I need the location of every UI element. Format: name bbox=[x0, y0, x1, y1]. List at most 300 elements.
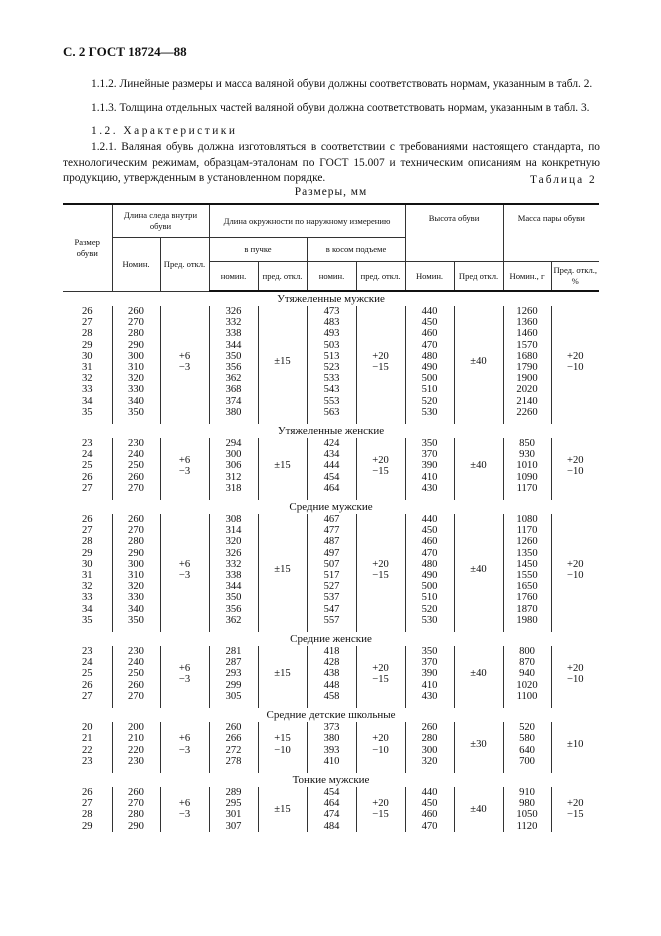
cell-value: 484 bbox=[323, 820, 340, 832]
column-cell-height bbox=[405, 646, 454, 702]
cell-value: 34 bbox=[81, 603, 93, 615]
deviation-cell-length-dev bbox=[160, 514, 209, 626]
column-cell-height bbox=[405, 514, 454, 626]
cell-value: 26 bbox=[81, 786, 93, 798]
cell-value: 930 bbox=[519, 449, 535, 461]
cell-value: 2260 bbox=[516, 406, 538, 418]
cell-value: 30 bbox=[81, 558, 93, 570]
cell-value: 338 bbox=[225, 328, 242, 340]
cell-value: 474 bbox=[323, 809, 340, 821]
section-data-row bbox=[63, 722, 599, 767]
deviation-cell-mass-dev bbox=[551, 306, 599, 418]
deviation-value: ±30 bbox=[470, 738, 487, 750]
cell-value: 314 bbox=[225, 525, 242, 537]
deviation-value: ±40 bbox=[470, 460, 487, 472]
cell-value: 2140 bbox=[516, 395, 538, 407]
cell-value: 700 bbox=[519, 755, 535, 767]
cell-value: 280 bbox=[421, 733, 438, 745]
cell-value: 547 bbox=[323, 603, 340, 615]
cell-value: 444 bbox=[323, 460, 340, 472]
cell-value: 497 bbox=[323, 547, 340, 559]
cell-value: 28 bbox=[81, 328, 93, 340]
deviation-value: +15 bbox=[274, 733, 291, 745]
deviation-value: −3 bbox=[178, 362, 191, 374]
deviation-value: −15 bbox=[372, 466, 389, 478]
cell-value: 260 bbox=[128, 471, 144, 483]
cell-value: 32 bbox=[81, 373, 93, 385]
cell-value: 25 bbox=[81, 668, 93, 680]
cell-value: 320 bbox=[128, 581, 144, 593]
column-cell-oblique bbox=[307, 722, 356, 767]
cell-value: 537 bbox=[323, 592, 340, 604]
cell-value: 27 bbox=[81, 317, 93, 329]
deviation-cell-mass-dev bbox=[551, 438, 599, 494]
deviation-value: +6 bbox=[178, 558, 191, 570]
cell-value: 1170 bbox=[516, 482, 538, 494]
cell-value: 260 bbox=[128, 679, 144, 691]
section-title: Тонкие мужские bbox=[292, 773, 370, 786]
deviation-value: −10 bbox=[566, 674, 584, 686]
cell-value: 270 bbox=[128, 482, 144, 494]
section-data-row bbox=[63, 306, 599, 418]
deviation-value: −15 bbox=[372, 570, 389, 582]
cell-value: 520 bbox=[519, 722, 535, 734]
deviation-cell-mass-dev bbox=[551, 722, 599, 767]
deviation-cell-length-dev bbox=[160, 306, 209, 418]
deviation-value: −15 bbox=[372, 674, 389, 686]
cell-value: 310 bbox=[128, 362, 144, 374]
column-cell-instep bbox=[209, 722, 258, 767]
cell-value: 454 bbox=[323, 471, 340, 483]
column-cell-oblique bbox=[307, 787, 356, 832]
column-cell-oblique bbox=[307, 306, 356, 418]
deviation-value: −10 bbox=[566, 362, 584, 374]
cell-value: 270 bbox=[128, 525, 144, 537]
cell-value: 330 bbox=[128, 384, 144, 396]
cell-value: 266 bbox=[225, 733, 242, 745]
paragraph-1-1-3: 1.1.3. Толщина отдельных частей валяной обуви должна соответствовать нормам, указанным в табл. 3. bbox=[91, 102, 590, 114]
cell-value: 326 bbox=[225, 547, 242, 559]
deviation-value: +20 bbox=[566, 454, 584, 466]
cell-value: 418 bbox=[323, 646, 340, 658]
cell-value: 480 bbox=[421, 350, 438, 362]
deviation-value: +20 bbox=[372, 558, 389, 570]
cell-value: 467 bbox=[323, 514, 340, 526]
column-cell-oblique bbox=[307, 646, 356, 702]
cell-value: 200 bbox=[128, 722, 144, 734]
deviation-cell-height-dev bbox=[454, 514, 503, 626]
column-cell-instep bbox=[209, 787, 258, 832]
column-cell-height bbox=[405, 438, 454, 494]
cell-value: 980 bbox=[519, 798, 535, 810]
cell-value: 450 bbox=[421, 317, 438, 329]
section-data-row bbox=[63, 646, 599, 702]
cell-value: 470 bbox=[421, 339, 438, 351]
paragraph-1-1-2: 1.1.2. Линейные размеры и масса валяной обуви должны соответствовать нормам, указанным в табл. 2. bbox=[91, 78, 593, 90]
deviation-cell-oblique-dev bbox=[356, 722, 405, 767]
cell-value: 260 bbox=[225, 722, 242, 734]
column-cell-instep bbox=[209, 438, 258, 494]
cell-value: 800 bbox=[519, 646, 535, 658]
cell-value: 27 bbox=[81, 482, 93, 494]
cell-value: 2020 bbox=[516, 384, 538, 396]
cell-value: 332 bbox=[225, 558, 242, 570]
cell-value: 1260 bbox=[516, 306, 538, 317]
cell-value: 23 bbox=[81, 755, 93, 767]
cell-value: 1550 bbox=[516, 570, 538, 582]
deviation-value: ±15 bbox=[274, 803, 291, 815]
cell-value: 260 bbox=[128, 306, 144, 317]
cell-value: 530 bbox=[421, 614, 438, 626]
cell-value: 1360 bbox=[516, 317, 538, 329]
cell-value: 305 bbox=[225, 690, 242, 702]
deviation-value: +20 bbox=[372, 733, 389, 745]
cell-value: 280 bbox=[128, 536, 144, 548]
cell-value: 850 bbox=[519, 438, 535, 450]
cell-value: 30 bbox=[81, 350, 93, 362]
deviation-value: ±15 bbox=[274, 668, 291, 680]
cell-value: 350 bbox=[421, 646, 438, 658]
cell-value: 340 bbox=[128, 603, 144, 615]
cell-value: 500 bbox=[421, 373, 438, 385]
cell-value: 23 bbox=[81, 646, 93, 658]
header-height-nominal: Номин. bbox=[405, 261, 454, 291]
header-oblique-nominal: номин. bbox=[307, 261, 356, 291]
deviation-value: ±15 bbox=[274, 564, 291, 576]
cell-value: 280 bbox=[128, 809, 144, 821]
deviation-value: +20 bbox=[566, 798, 584, 810]
cell-value: 28 bbox=[81, 536, 93, 548]
column-cell-sizes bbox=[63, 306, 112, 418]
cell-value: 1760 bbox=[516, 592, 538, 604]
cell-value: 527 bbox=[323, 581, 340, 593]
cell-value: 318 bbox=[225, 482, 242, 494]
cell-value: 28 bbox=[81, 809, 93, 821]
cell-value: 410 bbox=[421, 679, 438, 691]
cell-value: 543 bbox=[323, 384, 340, 396]
column-cell-oblique bbox=[307, 514, 356, 626]
header-height-deviation: Пред откл. bbox=[454, 261, 503, 291]
deviation-value: ±40 bbox=[470, 803, 487, 815]
deviation-cell-height-dev bbox=[454, 438, 503, 494]
cell-value: 458 bbox=[323, 690, 340, 702]
deviation-cell-length-dev bbox=[160, 438, 209, 494]
cell-value: 910 bbox=[519, 786, 535, 798]
paragraph-1-2-heading bbox=[63, 124, 600, 140]
header-pair-mass: Масса пары обуви bbox=[503, 204, 599, 261]
cell-value: 26 bbox=[81, 471, 93, 483]
section-title-row bbox=[63, 773, 599, 787]
deviation-value: +6 bbox=[178, 662, 191, 674]
deviation-value: +6 bbox=[178, 350, 191, 362]
cell-value: 22 bbox=[81, 744, 93, 756]
cell-value: 300 bbox=[128, 558, 144, 570]
cell-value: 295 bbox=[225, 798, 242, 810]
section-title: Средние детские школьные bbox=[266, 709, 396, 722]
deviation-value: ±40 bbox=[470, 356, 487, 368]
cell-value: 29 bbox=[81, 339, 93, 351]
section-data-row bbox=[63, 787, 599, 832]
section-title: Утяжеленные женские bbox=[277, 425, 385, 438]
deviation-value: −10 bbox=[372, 744, 389, 756]
cell-value: 520 bbox=[421, 603, 438, 615]
cell-value: 290 bbox=[128, 339, 144, 351]
section-title: Средние женские bbox=[290, 633, 372, 646]
cell-value: 517 bbox=[323, 570, 340, 582]
header-instep-nominal: номин. bbox=[209, 261, 258, 291]
deviation-cell-height-dev bbox=[454, 306, 503, 418]
column-cell-sizes bbox=[63, 514, 112, 626]
deviation-cell-height-dev bbox=[454, 722, 503, 767]
deviation-cell-oblique-dev bbox=[356, 514, 405, 626]
deviation-cell-instep-dev bbox=[258, 787, 307, 832]
deviation-value: ±40 bbox=[470, 668, 487, 680]
table-body bbox=[63, 291, 599, 832]
cell-value: 320 bbox=[225, 536, 242, 548]
cell-value: 390 bbox=[421, 668, 438, 680]
header-circumference: Длина окружности по наружному измерению bbox=[209, 204, 405, 237]
cell-value: 450 bbox=[421, 525, 438, 537]
cell-value: 510 bbox=[421, 384, 438, 396]
column-cell-oblique bbox=[307, 438, 356, 494]
cell-value: 460 bbox=[421, 328, 438, 340]
deviation-cell-length-dev bbox=[160, 722, 209, 767]
deviation-cell-instep-dev bbox=[258, 646, 307, 702]
paragraph-1-2-1: 1.2.1. Валяная обувь должна изготовляться в соответствии с требованиями настоящего стандарта, по технологическим режимам, образцам-эталонам по ГОСТ 15.007 и техническим описаниям на конкретную продукцию, утвержденным в установленном порядке. bbox=[63, 141, 600, 184]
cell-value: 510 bbox=[421, 592, 438, 604]
deviation-value: +6 bbox=[178, 454, 191, 466]
deviation-value: −3 bbox=[178, 466, 191, 478]
cell-value: 281 bbox=[225, 646, 242, 658]
deviation-cell-mass-dev bbox=[551, 787, 599, 832]
section-title-row bbox=[63, 291, 599, 306]
cell-value: 356 bbox=[225, 603, 242, 615]
cell-value: 483 bbox=[323, 317, 340, 329]
column-cell-length bbox=[112, 722, 160, 767]
column-cell-mass bbox=[503, 514, 551, 626]
section-title-row bbox=[63, 424, 599, 438]
cell-value: 230 bbox=[128, 646, 144, 658]
cell-value: 250 bbox=[128, 668, 144, 680]
cell-value: 26 bbox=[81, 514, 93, 526]
cell-value: 470 bbox=[421, 820, 438, 832]
table-title: Таблица 2 bbox=[530, 174, 597, 186]
cell-value: 27 bbox=[81, 690, 93, 702]
cell-value: 299 bbox=[225, 679, 242, 691]
cell-value: 31 bbox=[81, 362, 93, 374]
cell-value: 1900 bbox=[516, 373, 538, 385]
deviation-value: −15 bbox=[372, 362, 389, 374]
cell-value: 270 bbox=[128, 690, 144, 702]
deviation-value: +6 bbox=[178, 733, 191, 745]
cell-value: 533 bbox=[323, 373, 340, 385]
cell-value: 434 bbox=[323, 449, 340, 461]
deviation-cell-length-dev bbox=[160, 787, 209, 832]
cell-value: 35 bbox=[81, 614, 93, 626]
section-title-row bbox=[63, 632, 599, 646]
cell-value: 424 bbox=[323, 438, 340, 450]
cell-value: 1260 bbox=[516, 536, 538, 548]
cell-value: 520 bbox=[421, 395, 438, 407]
cell-value: 1790 bbox=[516, 362, 538, 374]
cell-value: 1570 bbox=[516, 339, 538, 351]
column-cell-length bbox=[112, 514, 160, 626]
cell-value: 460 bbox=[421, 536, 438, 548]
cell-value: 278 bbox=[225, 755, 242, 767]
cell-value: 440 bbox=[421, 514, 438, 526]
deviation-value: −10 bbox=[566, 466, 584, 478]
header-mass-deviation: Пред. откл., % bbox=[551, 261, 599, 291]
cell-value: 430 bbox=[421, 690, 438, 702]
column-cell-sizes bbox=[63, 646, 112, 702]
cell-value: 477 bbox=[323, 525, 340, 537]
cell-value: 338 bbox=[225, 570, 242, 582]
deviation-value: −3 bbox=[178, 674, 191, 686]
cell-value: 290 bbox=[128, 820, 144, 832]
deviation-value: +20 bbox=[566, 558, 584, 570]
cell-value: 29 bbox=[81, 547, 93, 559]
cell-value: 356 bbox=[225, 362, 242, 374]
cell-value: 330 bbox=[128, 592, 144, 604]
column-cell-mass bbox=[503, 306, 551, 418]
cell-value: 370 bbox=[421, 657, 438, 669]
deviation-value: ±15 bbox=[274, 460, 291, 472]
cell-value: 1980 bbox=[516, 614, 538, 626]
cell-value: 1680 bbox=[516, 350, 538, 362]
header-mass-nominal: Номин., г bbox=[503, 261, 551, 291]
cell-value: 493 bbox=[323, 328, 340, 340]
cell-value: 250 bbox=[128, 460, 144, 472]
cell-value: 368 bbox=[225, 384, 242, 396]
column-cell-height bbox=[405, 306, 454, 418]
deviation-value: −15 bbox=[566, 809, 584, 821]
column-cell-sizes bbox=[63, 722, 112, 767]
cell-value: 640 bbox=[519, 744, 535, 756]
cell-value: 380 bbox=[323, 733, 340, 745]
cell-value: 350 bbox=[128, 614, 144, 626]
deviation-cell-height-dev bbox=[454, 787, 503, 832]
table-units: Размеры, мм bbox=[294, 186, 368, 198]
cell-value: 430 bbox=[421, 482, 438, 494]
cell-value: 393 bbox=[323, 744, 340, 756]
cell-value: 326 bbox=[225, 306, 242, 317]
header-height: Высота обуви bbox=[405, 204, 503, 261]
header-instep-deviation: пред. откл. bbox=[258, 261, 307, 291]
column-cell-instep bbox=[209, 306, 258, 418]
deviation-cell-oblique-dev bbox=[356, 306, 405, 418]
cell-value: 410 bbox=[323, 755, 340, 767]
cell-value: 1090 bbox=[516, 471, 538, 483]
header-size: Размер обуви bbox=[63, 204, 112, 291]
cell-value: 460 bbox=[421, 809, 438, 821]
cell-value: 1170 bbox=[516, 525, 538, 537]
deviation-cell-instep-dev bbox=[258, 306, 307, 418]
cell-value: 240 bbox=[128, 449, 144, 461]
section-title-row bbox=[63, 708, 599, 722]
cell-value: 470 bbox=[421, 547, 438, 559]
deviation-cell-height-dev bbox=[454, 646, 503, 702]
cell-value: 448 bbox=[323, 679, 340, 691]
cell-value: 1350 bbox=[516, 547, 538, 559]
column-cell-mass bbox=[503, 646, 551, 702]
header-length-deviation: Пред. откл. bbox=[160, 237, 209, 291]
header-at-instep: в пучке bbox=[209, 237, 307, 261]
section-title: Утяжеленные мужские bbox=[277, 293, 385, 305]
header-at-oblique-lift: в косом подъеме bbox=[307, 237, 405, 261]
cell-value: 350 bbox=[225, 592, 242, 604]
cell-value: 230 bbox=[128, 438, 144, 450]
deviation-cell-length-dev bbox=[160, 646, 209, 702]
cell-value: 230 bbox=[128, 755, 144, 767]
deviation-cell-instep-dev bbox=[258, 514, 307, 626]
deviation-value: +20 bbox=[372, 454, 389, 466]
deviation-value: +20 bbox=[566, 662, 584, 674]
cell-value: 490 bbox=[421, 362, 438, 374]
cell-value: 32 bbox=[81, 581, 93, 593]
cell-value: 21 bbox=[81, 733, 93, 745]
header-oblique-deviation: пред. откл. bbox=[356, 261, 405, 291]
column-cell-length bbox=[112, 438, 160, 494]
cell-value: 308 bbox=[225, 514, 242, 526]
cell-value: 310 bbox=[128, 570, 144, 582]
deviation-cell-oblique-dev bbox=[356, 787, 405, 832]
cell-value: 370 bbox=[421, 449, 438, 461]
cell-value: 473 bbox=[323, 306, 340, 317]
cell-value: 307 bbox=[225, 820, 242, 832]
cell-value: 480 bbox=[421, 558, 438, 570]
cell-value: 464 bbox=[323, 798, 340, 810]
cell-value: 210 bbox=[128, 733, 144, 745]
cell-value: 25 bbox=[81, 460, 93, 472]
cell-value: 301 bbox=[225, 809, 242, 821]
cell-value: 220 bbox=[128, 744, 144, 756]
cell-value: 350 bbox=[225, 350, 242, 362]
deviation-cell-mass-dev bbox=[551, 646, 599, 702]
section-data-row bbox=[63, 514, 599, 626]
cell-value: 1450 bbox=[516, 558, 538, 570]
cell-value: 23 bbox=[81, 438, 93, 450]
cell-value: 1050 bbox=[516, 809, 538, 821]
cell-value: 374 bbox=[225, 395, 242, 407]
cell-value: 270 bbox=[128, 798, 144, 810]
cell-value: 450 bbox=[421, 798, 438, 810]
cell-value: 320 bbox=[128, 373, 144, 385]
column-cell-instep bbox=[209, 646, 258, 702]
cell-value: 260 bbox=[128, 514, 144, 526]
cell-value: 438 bbox=[323, 668, 340, 680]
cell-value: 300 bbox=[421, 744, 438, 756]
column-cell-length bbox=[112, 646, 160, 702]
cell-value: 280 bbox=[128, 328, 144, 340]
cell-value: 440 bbox=[421, 786, 438, 798]
deviation-value: +20 bbox=[372, 662, 389, 674]
cell-value: 20 bbox=[81, 722, 93, 734]
cell-value: 290 bbox=[128, 547, 144, 559]
cell-value: 260 bbox=[421, 722, 438, 734]
section-heading-text: 1.2. Характеристики bbox=[91, 125, 238, 137]
cell-value: 390 bbox=[421, 460, 438, 472]
cell-value: 523 bbox=[323, 362, 340, 374]
cell-value: 293 bbox=[225, 668, 242, 680]
cell-value: 320 bbox=[421, 755, 438, 767]
column-cell-mass bbox=[503, 722, 551, 767]
column-cell-height bbox=[405, 787, 454, 832]
cell-value: 27 bbox=[81, 798, 93, 810]
deviation-value: −3 bbox=[178, 570, 191, 582]
deviation-cell-oblique-dev bbox=[356, 646, 405, 702]
deviation-value: −3 bbox=[178, 809, 191, 821]
cell-value: 410 bbox=[421, 471, 438, 483]
